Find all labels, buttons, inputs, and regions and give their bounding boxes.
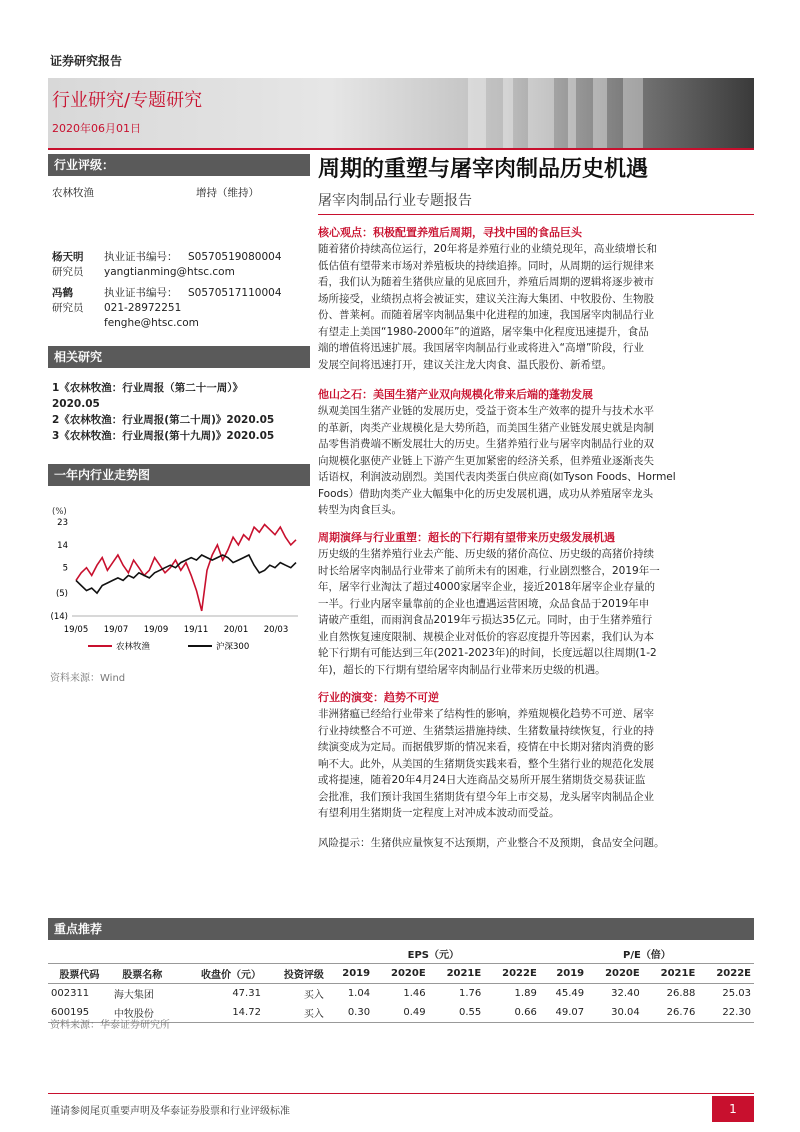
analyst-email[interactable]: yangtianming@htsc.com <box>104 266 235 278</box>
legend-label: 沪深300 <box>216 642 250 652</box>
page-number: 1 <box>712 1096 754 1122</box>
table-cell: 45.49 <box>555 988 585 999</box>
column-header: 2020E <box>390 968 426 979</box>
table-cell: 14.72 <box>232 1007 261 1018</box>
header-rule <box>48 148 754 150</box>
footer-rule <box>48 1093 754 1094</box>
report-type: 证券研究报告 <box>50 54 123 68</box>
section-line: 低估值有望带来市场对养殖板块的持续追捧。同时，从周期的运行规律来 <box>318 259 654 272</box>
column-header: 2020E <box>605 968 640 979</box>
section-line: 响不大。此外，从美国的生猪期货实践来看，整个生猪行业的规范化发展 <box>318 757 654 770</box>
trend-chart-heading: 一年内行业走势图 <box>48 464 310 486</box>
section-line: 时长给屠宰肉制品行业带来了前所未有的困难，行业剧烈整合，2019年一 <box>318 564 660 577</box>
section-line: 轮下行期有可能达到三年(2021-2023年)的时间，长度远超以往周期(1-2 <box>318 647 657 659</box>
column-header: 2022E <box>716 968 751 979</box>
table-cell: 买入 <box>303 990 324 1001</box>
table-cell: 0.55 <box>458 1007 482 1018</box>
table-cell: 中牧股份 <box>113 1009 154 1020</box>
related-heading: 相关研究 <box>48 346 310 368</box>
related-item[interactable]: 1《农林牧渔：行业周报（第二十一周）》 <box>52 382 244 394</box>
column-header: 2019 <box>556 968 585 979</box>
chart-legend <box>88 641 249 652</box>
y-tick-label: (5) <box>55 589 68 600</box>
table-cell: 30.04 <box>611 1007 640 1018</box>
table-cell: 买入 <box>303 1009 324 1020</box>
industry-name: 农林牧渔 <box>52 187 94 199</box>
y-tick-label: 23 <box>57 518 68 528</box>
table-cell: 0.30 <box>347 1007 371 1018</box>
table-cell: 32.40 <box>611 988 640 999</box>
table-cell: 1.76 <box>458 988 482 999</box>
related-item-date: 2020.05 <box>52 398 100 410</box>
section-heading: 行业的演变：趋势不可逆 <box>318 691 439 704</box>
report-category: 行业研究/专题研究 <box>52 90 203 111</box>
table-cell: 49.07 <box>555 1007 585 1018</box>
section-line: 年，屠宰行业淘汰了超过4000家屠宰企业，接近2018年屠宰企业存量的 <box>318 581 655 593</box>
report-subtitle: 屠宰肉制品行业专题报告 <box>318 193 472 209</box>
section-line: 会批准，我们预计我国生猪期货有望今年上市交易，龙头屠宰肉制品企业 <box>318 790 654 803</box>
section-line: 转型为肉食巨头。 <box>318 504 402 516</box>
section-line: 份、普莱柯。而随着屠宰肉制品集中化进程的加速，我国屠宰肉制品行业 <box>318 309 654 321</box>
section-heading: 核心观点：积极配置养殖后周期，寻找中国的食品巨头 <box>318 226 582 239</box>
analyst-cert: S0570519080004 <box>188 251 282 263</box>
x-tick-label: 19/09 <box>143 625 169 635</box>
eps-group-header: EPS（元） <box>407 950 459 961</box>
report-date: 2020年06月01日 <box>52 122 141 135</box>
table-cell: 600195 <box>51 1007 90 1018</box>
x-tick-label: 20/01 <box>223 625 249 635</box>
column-header: 收盘价（元） <box>200 970 261 981</box>
section-line: 随着猪价持续高位运行，20年将是养殖行业的业绩兑现年，高业绩增长和 <box>318 243 657 255</box>
related-item[interactable]: 3《农林牧渔：行业周报(第十九周)》2020.05 <box>52 430 275 442</box>
risk-warning: 风险提示：生猪供应量恢复不达预期，产业整合不及预期，食品安全问题。 <box>318 837 665 849</box>
column-header: 2019 <box>342 968 371 979</box>
analyst-email[interactable]: fenghe@htsc.com <box>104 317 199 329</box>
analyst-card <box>52 286 84 316</box>
recommend-heading: 重点推荐 <box>48 918 754 940</box>
footer-disclaimer: 谨请参阅尾页重要声明及华泰证券股票和行业评级标准 <box>50 1106 290 1117</box>
column-header: 2021E <box>660 968 696 979</box>
column-header: 2022E <box>502 968 537 979</box>
industry-rating: 增持（维持） <box>196 187 259 199</box>
column-header: 股票名称 <box>122 970 163 981</box>
section-line: 有望利用生猪期货一定程度上对冲成本波动而受益。 <box>318 807 560 819</box>
section-line: 向规模化驱使产业链上下游产生更加紧密的经济关系，但养殖业逐渐丧失 <box>318 454 654 467</box>
section-line: 续演变成为定局。而据俄罗斯的情况来看，疫情在中长期对猪肉消费的影 <box>318 741 654 753</box>
rating-heading: 行业评级： <box>48 154 310 176</box>
analyst-cert-label: 执业证书编号： <box>104 251 178 263</box>
table-cell: 002311 <box>51 988 90 999</box>
y-tick-label: (14) <box>50 612 68 622</box>
x-tick-label: 20/03 <box>263 625 289 635</box>
section-line: 发展空间将迅速打开，建议关注龙大肉食、温氏股份、新希望。 <box>318 358 612 371</box>
table-cell: 25.03 <box>722 988 751 999</box>
section-line: 或将提速，随着20年4月24日大连商品交易所开展生猪期货交易获证监 <box>318 774 646 786</box>
analyst-card <box>52 250 84 280</box>
section-line: 有望走上美国“1980-2000年”的道路，屠宰集中化程度迅速提升，食品 <box>318 325 649 338</box>
x-tick-label: 19/07 <box>103 625 129 635</box>
x-tick-label: 19/05 <box>63 625 89 635</box>
analyst-name: 冯鹤 <box>52 287 73 299</box>
section-line: 历史级的生猪养殖行业去产能、历史级的猪价高位、历史级的高猪价持续 <box>318 548 654 560</box>
section-heading: 周期演绎与行业重塑：超长的下行期有望带来历史级发展机遇 <box>318 531 615 544</box>
table-source: 资料来源：华泰证券研究所 <box>50 1020 170 1031</box>
table-cell: 1.46 <box>403 988 426 999</box>
recommend-table <box>48 944 754 1023</box>
section-line: 请破产重组，而雨润食品2019年亏损达35亿元。同时，由于生猪养殖行 <box>318 614 653 626</box>
y-tick-label: 5 <box>62 563 68 574</box>
analyst-phone: 021-28972251 <box>104 302 182 314</box>
table-cell: 1.89 <box>514 988 537 999</box>
table-cell: 0.66 <box>514 1007 537 1018</box>
section-line: 看，我们认为随着生猪供应量的见底回升，养殖后周期的逻辑将逐步被市 <box>318 276 654 288</box>
table-cell: 1.04 <box>347 988 371 999</box>
analyst-role: 研究员 <box>52 266 84 278</box>
section-line: Foods）借助肉类产业大幅集中化的历史发展机遇，成功从养殖屠宰龙头 <box>318 487 654 500</box>
table-cell: 22.30 <box>722 1007 751 1018</box>
table-row <box>48 984 754 1004</box>
section-line: 端的增值将迅速扩展。我国屠宰肉制品行业或将进入“高增”阶段，行业 <box>318 342 644 354</box>
column-header: 2021E <box>446 968 482 979</box>
section-line: 纵观美国生猪产业链的发展历史，受益于资本生产效率的提升与技术水平 <box>318 405 654 417</box>
section-heading: 他山之石：美国生猪产业双向规模化带来后端的蓬勃发展 <box>318 388 593 401</box>
section-line: 的革新，肉类产业规模化是大势所趋，而美国生猪产业链发展史就是肉制 <box>318 421 654 434</box>
y-axis-unit: (%) <box>52 507 67 517</box>
column-header: 股票代码 <box>59 970 100 981</box>
series-line-0 <box>76 525 296 611</box>
analyst-name: 杨天明 <box>52 251 84 263</box>
series-line-1 <box>76 555 296 593</box>
section-line: 话语权，利润波动剧烈。美国代表肉类蛋白供应商(如Tyson Foods、Hormel <box>318 471 676 483</box>
chart-source: 资料来源：Wind <box>50 673 126 684</box>
related-item[interactable]: 2《农林牧渔：行业周报(第二十周)》2020.05 <box>52 414 275 426</box>
column-header: 投资评级 <box>283 970 324 981</box>
analyst-cert-label: 执业证书编号： <box>104 287 178 299</box>
pe-group-header: P/E（倍） <box>623 950 671 961</box>
table-cell: 海大集团 <box>113 990 154 1001</box>
section-line: 场所接受，业绩拐点将会被证实，建议关注海大集团、中牧股份、生物股 <box>318 292 654 305</box>
legend-label: 农林牧渔 <box>116 642 151 652</box>
analyst-role: 研究员 <box>52 302 84 314</box>
analyst-cert: S0570517110004 <box>188 287 282 299</box>
section-line: 行业持续整合不可逆、生猪禁运措施持续、生猪数量持续恢复，行业的持 <box>318 724 654 737</box>
section-line: 业自然恢复速度限制、规模企业对低价的容忍度提升等因素，我们认为本 <box>318 630 654 643</box>
section-line: 一半。行业内屠宰量靠前的企业也遭遇运营困境，众品食品于2019年申 <box>318 597 650 610</box>
trend-chart <box>48 500 310 658</box>
title-rule <box>318 214 754 215</box>
table-cell: 0.49 <box>403 1007 426 1018</box>
section-line: 品零售消费端不断发展壮大的历史。生猪养殖行业与屠宰肉制品行业的双 <box>318 438 654 450</box>
y-tick-label: 14 <box>57 540 68 551</box>
section-line: 非洲猪瘟已经给行业带来了结构性的影响，养殖规模化趋势不可逆、屠宰 <box>318 708 654 720</box>
x-tick-label: 19/11 <box>183 625 209 635</box>
table-cell: 47.31 <box>232 988 261 999</box>
table-cell: 26.88 <box>666 988 696 999</box>
section-line: 年)，超长的下行期有望给屠宰肉制品行业带来历史级的机遇。 <box>318 663 606 676</box>
report-title: 周期的重塑与屠宰肉制品历史机遇 <box>318 157 649 182</box>
table-cell: 26.76 <box>666 1007 696 1018</box>
